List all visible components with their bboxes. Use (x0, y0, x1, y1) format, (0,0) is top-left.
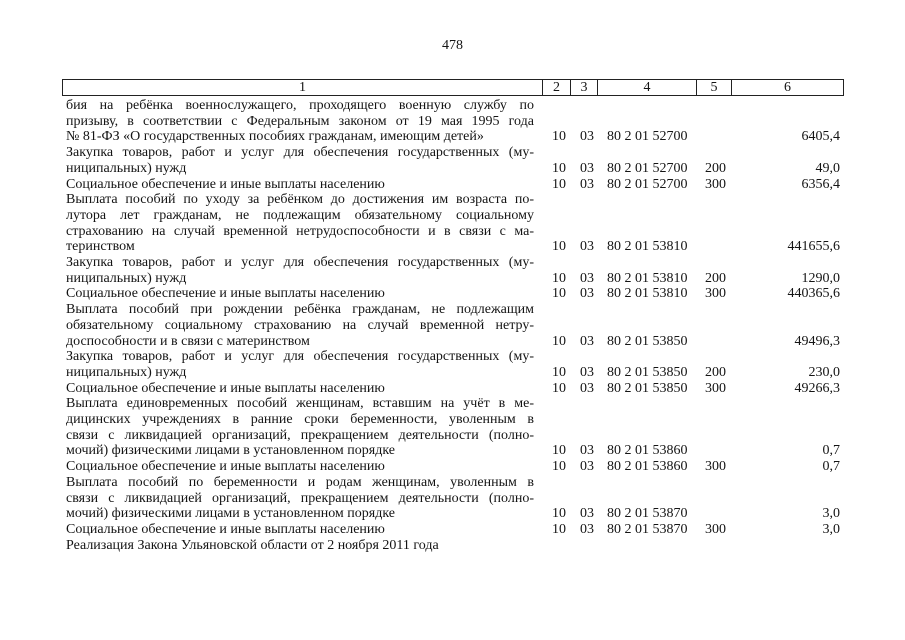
target-article-code: 80 2 01 53860 (607, 443, 688, 459)
section-code: 10 (552, 333, 566, 349)
subsection-code: 03 (580, 521, 594, 537)
entry-description-line: бия на ребёнка военнослужащего, проходящего военную службу по (66, 98, 534, 113)
target-article-code: 80 2 01 52700 (607, 160, 688, 176)
section-code: 10 (552, 364, 566, 380)
entry-description-line: Закупка товаров, работ и услуг для обеспечения государственных (му- (66, 349, 534, 365)
section-code: 10 (552, 176, 566, 192)
entry-description-line: ниципальных) нужд (66, 160, 187, 176)
header-col-6: 6 (731, 80, 843, 95)
expense-type-code: 300 (705, 459, 726, 475)
entry-description-line: доспособности и в связи с материнством (66, 333, 310, 349)
entry-description-line: Реализация Закона Ульяновской области от 2 ноября 2011 года (66, 537, 439, 553)
amount: 6405,4 (801, 129, 840, 145)
entry-description-line: Социальное обеспечение и иные выплаты населению (66, 521, 385, 537)
section-code: 10 (552, 129, 566, 145)
entry-description-line: Социальное обеспечение и иные выплаты населению (66, 459, 385, 475)
header-col-1: 1 (299, 80, 306, 95)
page-number: 478 (442, 38, 463, 53)
entry-description-line: № 81-ФЗ «О государственных пособиях гражданам, имеющим детей» (66, 129, 484, 145)
target-article-code: 80 2 01 53860 (607, 459, 688, 475)
header-col-5: 5 (696, 80, 731, 95)
target-article-code: 80 2 01 53870 (607, 506, 688, 522)
section-code: 10 (552, 270, 566, 286)
subsection-code: 03 (580, 176, 594, 192)
entry-description-line: страхованию на случай временной нетрудоспособности и в связи с ма- (66, 223, 534, 239)
amount: 0,7 (822, 459, 840, 475)
header-col-2: 2 (542, 80, 570, 95)
amount: 3,0 (822, 506, 840, 522)
section-code: 10 (552, 286, 566, 302)
target-article-code: 80 2 01 53870 (607, 521, 688, 537)
target-article-code: 80 2 01 53850 (607, 333, 688, 349)
entry-description-line: теринством (66, 239, 135, 255)
target-article-code: 80 2 01 53810 (607, 286, 688, 302)
expense-type-code: 300 (705, 521, 726, 537)
target-article-code: 80 2 01 52700 (607, 129, 688, 145)
subsection-code: 03 (580, 459, 594, 475)
subsection-code: 03 (580, 270, 594, 286)
section-code: 10 (552, 459, 566, 475)
target-article-code: 80 2 01 53850 (607, 364, 688, 380)
amount: 441655,6 (787, 239, 840, 255)
amount: 1290,0 (801, 270, 840, 286)
target-article-code: 80 2 01 53850 (607, 380, 688, 396)
entry-description-line: ниципальных) нужд (66, 364, 187, 380)
expense-type-code: 200 (705, 160, 726, 176)
subsection-code: 03 (580, 286, 594, 302)
target-article-code: 80 2 01 52700 (607, 176, 688, 192)
subsection-code: 03 (580, 380, 594, 396)
entry-description-line: мочий) физическими лицами в установленном порядке (66, 443, 396, 459)
section-code: 10 (552, 380, 566, 396)
amount: 6356,4 (801, 176, 840, 192)
entry-description-line: Выплата единовременных пособий женщинам, вставшим на учёт в ме- (66, 396, 534, 412)
section-code: 10 (552, 506, 566, 522)
entry-description-line: Выплата пособий при рождении ребёнка гражданам, не подлежащим (66, 302, 534, 318)
amount: 0,7 (822, 443, 840, 459)
subsection-code: 03 (580, 239, 594, 255)
expense-type-code: 300 (705, 176, 726, 192)
entry-description-line: призыву, в соответствии с Федеральным законом от 19 мая 1995 года (66, 113, 534, 129)
section-code: 10 (552, 521, 566, 537)
target-article-code: 80 2 01 53810 (607, 239, 688, 255)
expense-type-code: 300 (705, 286, 726, 302)
amount: 3,0 (822, 521, 840, 537)
entry-description-line: Закупка товаров, работ и услуг для обеспечения государственных (му- (66, 145, 534, 161)
section-code: 10 (552, 160, 566, 176)
subsection-code: 03 (580, 333, 594, 349)
subsection-code: 03 (580, 129, 594, 145)
amount: 440365,6 (787, 286, 840, 302)
entry-description-line: Социальное обеспечение и иные выплаты населению (66, 380, 385, 396)
entry-description-line: Социальное обеспечение и иные выплаты населению (66, 286, 385, 302)
header-col-3: 3 (570, 80, 597, 95)
expense-type-code: 200 (705, 270, 726, 286)
expense-type-code: 300 (705, 380, 726, 396)
amount: 49266,3 (794, 380, 840, 396)
amount: 230,0 (808, 364, 840, 380)
amount: 49,0 (815, 160, 840, 176)
entry-description-line: Социальное обеспечение и иные выплаты населению (66, 176, 385, 192)
entry-description-line: лутора лет гражданам, не подлежащим обязательному социальному (66, 207, 534, 223)
entry-description-line: обязательному социальному страхованию на случай временной нетру- (66, 317, 534, 333)
subsection-code: 03 (580, 443, 594, 459)
entry-description-line: ниципальных) нужд (66, 270, 187, 286)
entry-description-line: Выплата пособий по уходу за ребёнком до достижения им возраста по- (66, 192, 534, 208)
entry-description-line: Закупка товаров, работ и услуг для обеспечения государственных (му- (66, 255, 534, 270)
section-code: 10 (552, 443, 566, 459)
target-article-code: 80 2 01 53810 (607, 270, 688, 286)
header-col-4: 4 (597, 80, 696, 95)
entry-description-line: связи с ликвидацией организаций, прекращением деятельности (полно- (66, 427, 534, 443)
amount: 49496,3 (794, 333, 840, 349)
section-code: 10 (552, 239, 566, 255)
subsection-code: 03 (580, 506, 594, 522)
subsection-code: 03 (580, 364, 594, 380)
expense-type-code: 200 (705, 364, 726, 380)
entry-description-line: Выплата пособий по беременности и родам женщинам, уволенным в (66, 474, 534, 490)
entry-description-line: мочий) физическими лицами в установленном порядке (66, 506, 396, 522)
entry-description-line: связи с ликвидацией организаций, прекращением деятельности (полно- (66, 490, 534, 506)
subsection-code: 03 (580, 160, 594, 176)
entry-description-line: дицинских учреждениях в ранние сроки беременности, уволенным в (66, 412, 534, 427)
